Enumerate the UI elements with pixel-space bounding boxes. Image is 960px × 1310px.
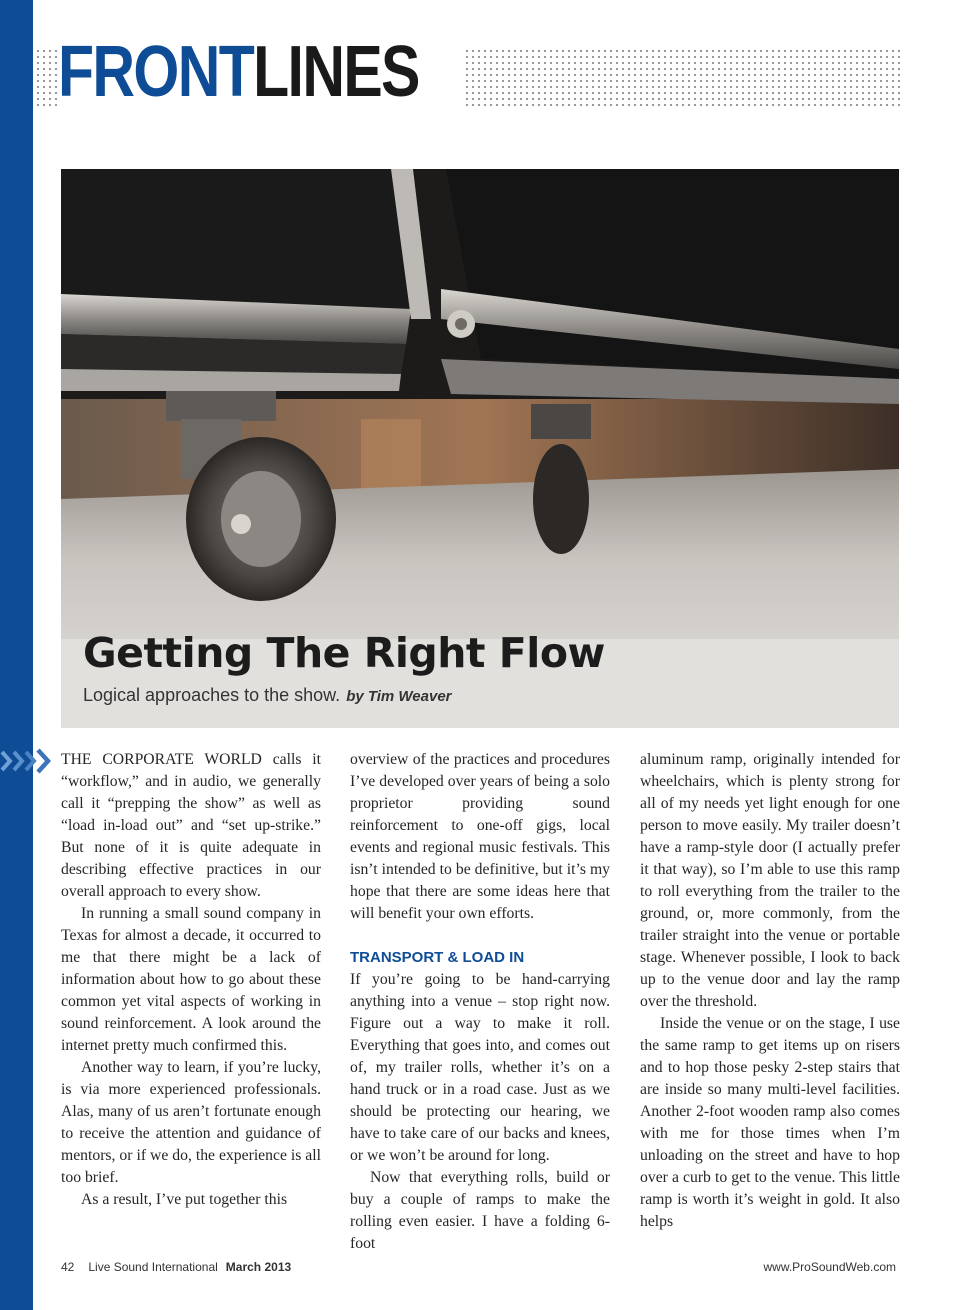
section-subhead: TRANSPORT & LOAD IN — [350, 949, 525, 966]
blue-spine-bar — [0, 0, 33, 1310]
footer-left — [61, 1260, 291, 1274]
paragraph: Inside the venue or on the stage, I use the same ramp to get items up on risers and to hop those pesky 2-step stairs that are inside so many multi-level facilities. Another 2-foot wooden ramp also comes with me for those times when I’m unloading on the street and have to hop over a curb to get to the venue. This little ramp is worth it’s weight in gold. It also helps — [640, 1015, 900, 1230]
dot-pattern-right — [464, 48, 900, 110]
paragraph: aluminum ramp, originally intended for wheelchairs, which is plenty strong for all of my needs yet light enough for one person to move easily. My trailer doesn’t have a ramp-style door (I actually prefer it that way), so I’m able to use this ramp to roll everything from the trailer to the ground, or, more commonly, from the trailer straight into the venue or portable stage. Whenever possible, I look to back up to the venue door and lay the ramp over the threshold. — [640, 751, 900, 1010]
chevron-arrows-icon — [0, 748, 58, 774]
issue-date: March 2013 — [225, 1260, 292, 1274]
article-column-3 — [640, 749, 900, 1233]
website-url: www.ProSoundWeb.com — [763, 1260, 896, 1274]
paragraph: In running a small sound company in Texas for almost a decade, it occurred to me that there might be a lack of information about how to go about these common yet vital aspects of working in sound reinforcement. A look around the internet pretty much confirmed this. — [61, 905, 321, 1054]
hero-photo — [61, 169, 899, 728]
article-column-2 — [350, 749, 610, 1255]
paragraph: If you’re going to be hand-carrying anything into a venue – stop right now. Figure out a way to make it roll. Everything that goes into, and comes out of, my trailer rolls, whether it’s on a hand truck or in a road case. Just as we should be protecting our hearing, we have to take care of our backs and knees, or we won’t be around for long. — [350, 971, 610, 1164]
page-number: 42 — [61, 1260, 75, 1274]
section-masthead — [58, 32, 419, 112]
paragraph: overview of the practices and procedures I’ve developed over years of being a solo proprietor providing sound reinforcement to one-off gigs, local events and regional music festivals. This isn’t intended to be definitive, but it’s my hope that there are some ideas here that will benefit your own efforts. — [350, 751, 610, 922]
article-headline: Getting The Right Flow — [83, 629, 605, 677]
paragraph: Now that everything rolls, build or buy a couple of ramps to make the rolling even easier. I have a folding 6-foot — [350, 1169, 610, 1252]
publication-name: Live Sound International — [88, 1260, 218, 1274]
masthead-lines: LINES — [253, 32, 419, 112]
byline: by Tim Weaver — [346, 688, 452, 705]
article-deck — [83, 685, 452, 706]
dot-pattern-left — [35, 48, 57, 110]
paragraph: Another way to learn, if you’re lucky, is via more experienced professionals. Alas, many of us aren’t fortunate enough to receive the attention and guidance of mentors, or if we do, the experience is all too brief. — [61, 1059, 321, 1186]
deck-text: Logical approaches to the show. — [83, 685, 341, 705]
masthead-front: FRONT — [58, 32, 254, 112]
paragraph: THE CORPORATE WORLD calls it “workflow,” and in audio, we generally call it “prepping the show” as well as “load in-load out” and “set up-strike.” But none of it is quite adequate in describing effective practices in our overall approach to every show. — [61, 751, 321, 900]
article-column-1 — [61, 749, 321, 1211]
paragraph: As a result, I’ve put together this — [81, 1191, 288, 1208]
